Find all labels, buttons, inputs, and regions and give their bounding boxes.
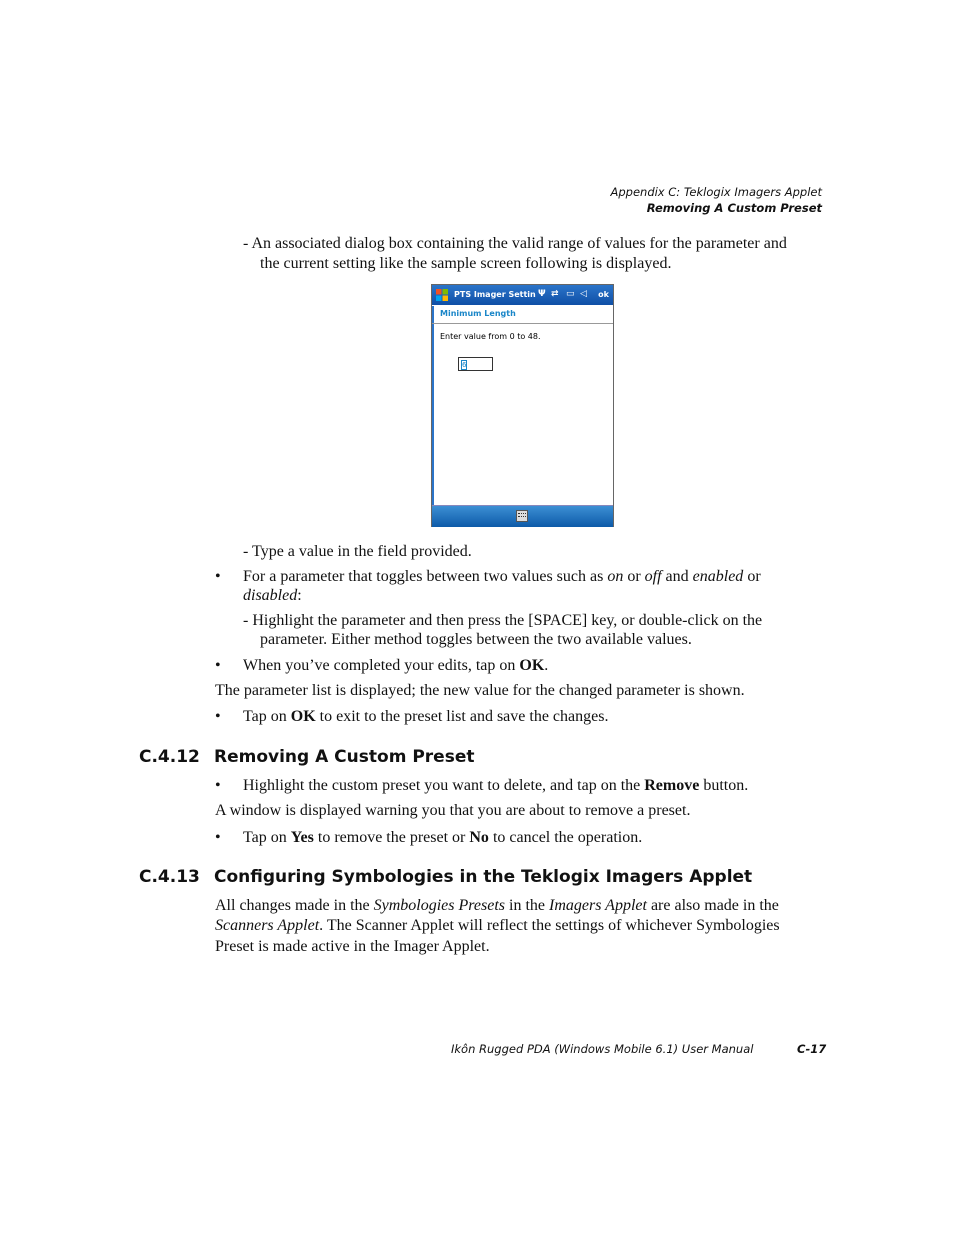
signal-icon: Ψ (538, 289, 546, 299)
connectivity-icon: ⇄ (551, 289, 559, 299)
footer-manual-title: Ikôn Rugged PDA (Windows Mobile 6.1) User Manual (451, 1042, 754, 1056)
ok-button[interactable]: ok (598, 290, 609, 299)
intro-dash-line1: - An associated dialog box containing the valid range of values for the parameter and (243, 235, 787, 252)
running-header-section: Removing A Custom Preset (646, 201, 822, 215)
battery-icon: ▭ (566, 289, 575, 299)
yes-no-text: Tap on Yes to remove the preset or No to cancel the operation. (243, 829, 643, 846)
bullet-4: • (215, 777, 221, 794)
completed-edits-text: When you’ve completed your edits, tap on OK. (243, 657, 549, 674)
warning-window-text: A window is displayed warning you that you are about to remove a preset. (215, 802, 691, 819)
title-bar (432, 285, 613, 305)
highlight-step-line2: parameter. Either method toggles between the two available values. (260, 631, 692, 648)
toggle-text-line2: disabled: (243, 587, 302, 604)
screen-subtitle-bar (432, 306, 613, 324)
device-screenshot (431, 284, 614, 527)
symbologies-line1: All changes made in the Symbologies Presets in the Imagers Applet are also made in the (215, 897, 779, 914)
screen-subtitle: Minimum Length (440, 309, 516, 318)
section-heading-c412: C.4.12 Removing A Custom Preset (139, 747, 475, 767)
keyboard-icon[interactable] (516, 510, 528, 522)
left-stripe (432, 306, 434, 505)
bullet-5: • (215, 829, 221, 846)
highlight-step-line1: - Highlight the parameter and then press the [SPACE] key, or double-click on the (243, 612, 763, 629)
toggle-text-line1: For a parameter that toggles between two values such as on or off and enabled or (243, 568, 761, 585)
remove-step-text: Highlight the custom preset you want to delete, and tap on the Remove button. (243, 777, 749, 794)
value-input[interactable] (458, 357, 493, 371)
range-prompt: Enter value from 0 to 48. (440, 332, 541, 341)
symbologies-line3: Preset is made active in the Imager Applet. (215, 938, 490, 955)
section-heading-c413: C.4.13 Configuring Symbologies in the Teklogix Imagers Applet (139, 867, 753, 887)
bullet-1: • (215, 568, 221, 585)
bullet-2: • (215, 657, 221, 674)
bottom-bar (432, 505, 613, 527)
bullet-3: • (215, 708, 221, 725)
windows-start-icon[interactable] (436, 289, 448, 301)
volume-icon: ◁ (580, 289, 587, 299)
running-header-chapter: Appendix C: Teklogix Imagers Applet (610, 185, 822, 199)
symbologies-line2: Scanners Applet. The Scanner Applet will reflect the settings of whichever Symbologies (215, 917, 780, 934)
screen-title: PTS Imager Settin (454, 290, 536, 299)
tap-ok-text: Tap on OK to exit to the preset list and save the changes. (243, 708, 609, 725)
intro-dash-line2: the current setting like the sample screen following is displayed. (260, 255, 672, 272)
footer-page-number: C-17 (797, 1042, 827, 1056)
type-value-step: - Type a value in the field provided. (243, 543, 472, 560)
parameter-list-text: The parameter list is displayed; the new value for the changed parameter is shown. (215, 682, 745, 699)
value-text: 6 (462, 361, 467, 369)
